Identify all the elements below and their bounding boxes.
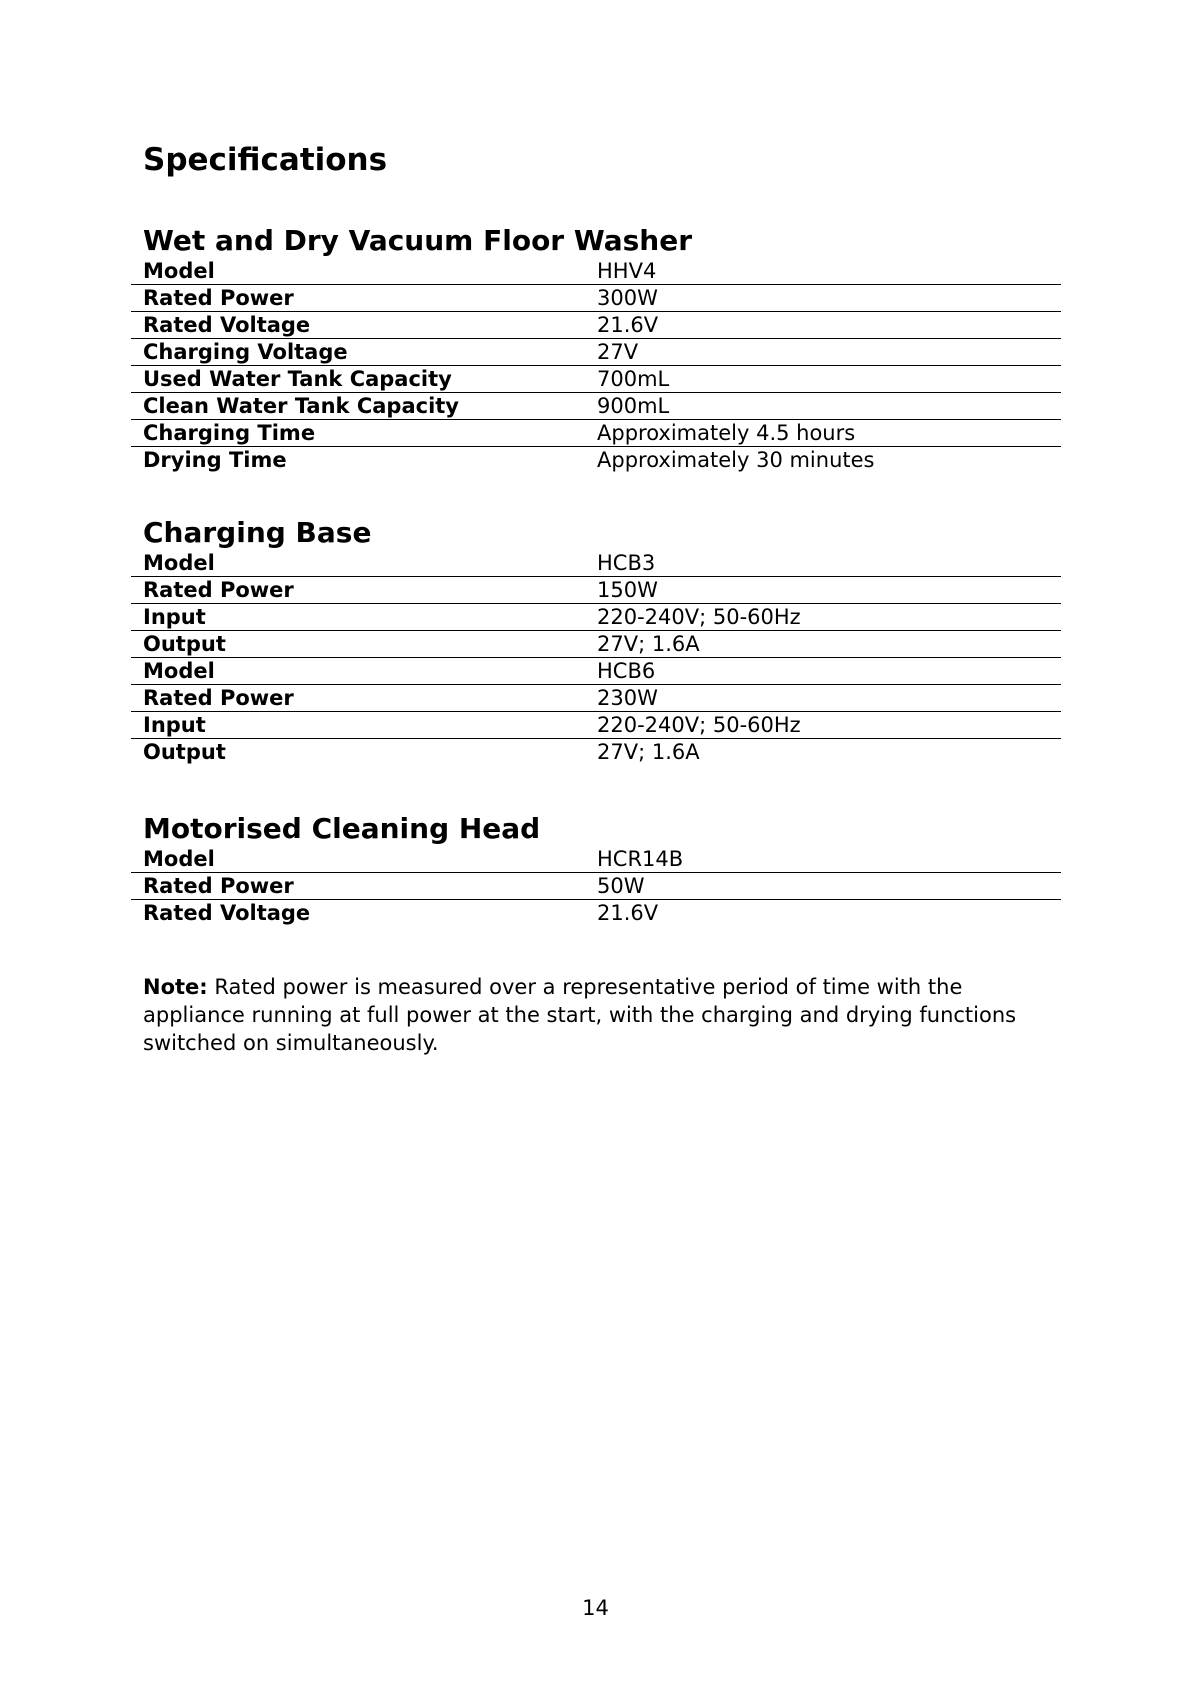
spec-label: Rated Power <box>131 685 597 712</box>
spec-value: 21.6V <box>597 900 1061 927</box>
spec-value: HHV4 <box>597 259 657 283</box>
spec-label: Used Water Tank Capacity <box>131 366 597 393</box>
spec-table <box>131 258 1061 473</box>
section-heading: Wet and Dry Vacuum Floor Washer <box>143 224 693 257</box>
table-row <box>131 685 1061 712</box>
spec-value: 220-240V; 50-60Hz <box>597 712 1061 739</box>
spec-label: Rated Power <box>131 577 597 604</box>
spec-value: 220-240V; 50-60Hz <box>597 604 1061 631</box>
table-row <box>131 312 1061 339</box>
table-row <box>131 258 1061 285</box>
table-row <box>131 577 1061 604</box>
page-title: Specifications <box>143 142 388 178</box>
spec-value: 300W <box>597 285 1061 312</box>
section-charging-base <box>131 516 1061 765</box>
spec-table <box>131 846 1061 926</box>
spec-value: HCB6 <box>597 658 1061 685</box>
spec-label: Model <box>131 658 597 685</box>
table-row <box>131 846 1061 873</box>
spec-value: 27V <box>597 339 1061 366</box>
spec-label: Input <box>131 604 597 631</box>
spec-value: Approximately 30 minutes <box>597 447 1061 474</box>
spec-value: 150W <box>597 577 1061 604</box>
table-row <box>131 339 1061 366</box>
table-row <box>131 447 1061 474</box>
table-row <box>131 873 1061 900</box>
table-row <box>131 631 1061 658</box>
table-row <box>131 604 1061 631</box>
table-row <box>131 712 1061 739</box>
section-cleaning-head <box>131 812 1061 926</box>
table-row <box>131 420 1061 447</box>
spec-label: Drying Time <box>131 447 597 474</box>
spec-value: 230W <box>597 685 1061 712</box>
spec-label: Input <box>131 712 597 739</box>
spec-label: Charging Voltage <box>131 339 597 366</box>
note-text: Rated power is measured over a representative period of time with the appliance running at full power at the start, with the charging and drying functions switched on simultaneously. <box>143 975 1017 1055</box>
spec-label: Model <box>143 847 215 871</box>
note-paragraph <box>143 973 1063 1057</box>
spec-label: Model <box>143 259 215 283</box>
section-heading: Motorised Cleaning Head <box>143 812 541 845</box>
spec-label: Clean Water Tank Capacity <box>131 393 597 420</box>
spec-label: Rated Voltage <box>131 312 597 339</box>
spec-value: 21.6V <box>597 312 1061 339</box>
spec-table <box>131 550 1061 765</box>
page-number: 14 <box>582 1596 609 1620</box>
spec-value: 50W <box>597 873 1061 900</box>
spec-value: HCR14B <box>597 847 684 871</box>
section-floor-washer <box>131 224 1061 473</box>
table-row <box>131 900 1061 927</box>
note-label: Note: <box>143 975 208 999</box>
spec-label: Rated Voltage <box>131 900 597 927</box>
spec-label: Rated Power <box>131 873 597 900</box>
table-row <box>131 658 1061 685</box>
table-row <box>131 366 1061 393</box>
table-row <box>131 739 1061 766</box>
spec-value: 27V; 1.6A <box>597 739 1061 766</box>
table-row <box>131 285 1061 312</box>
table-row <box>131 393 1061 420</box>
spec-label: Charging Time <box>131 420 597 447</box>
spec-label: Rated Power <box>131 285 597 312</box>
spec-value: 700mL <box>597 366 1061 393</box>
spec-label: Model <box>143 551 215 575</box>
table-row <box>131 550 1061 577</box>
spec-value: 27V; 1.6A <box>597 631 1061 658</box>
spec-value: 900mL <box>597 393 1061 420</box>
section-heading: Charging Base <box>143 516 372 549</box>
spec-value: Approximately 4.5 hours <box>597 420 1061 447</box>
spec-label: Output <box>131 631 597 658</box>
spec-label: Output <box>131 739 597 766</box>
spec-value: HCB3 <box>597 551 656 575</box>
